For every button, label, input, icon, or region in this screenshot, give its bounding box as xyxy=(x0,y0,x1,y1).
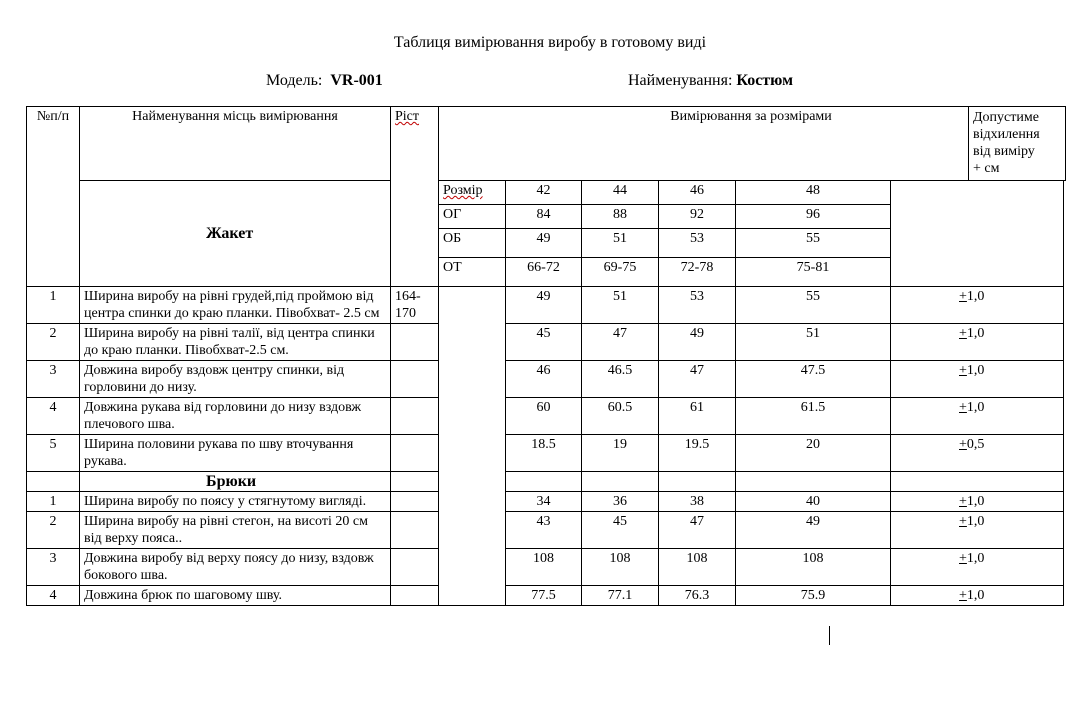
row-value: 61 xyxy=(659,398,736,435)
row-value: 45 xyxy=(506,324,582,361)
row-value: 47 xyxy=(582,324,659,361)
header-height: Ріст xyxy=(391,107,439,287)
size-cell: 44 xyxy=(582,181,659,205)
row-num: 2 xyxy=(27,324,80,361)
table-row xyxy=(27,512,1064,549)
header-measurements: Вимірювання за розмірами xyxy=(439,107,1064,181)
row-value: 108 xyxy=(582,549,659,586)
row-num: 5 xyxy=(27,435,80,472)
row-tolerance: +1,0 xyxy=(891,361,1064,398)
row-name: Ширина виробу на рівні талії, від центра спинки до краю планки. Півобхват-2.5 см. xyxy=(80,324,391,361)
ob-cell: 53 xyxy=(659,229,736,258)
row-value: 43 xyxy=(506,512,582,549)
row-value: 108 xyxy=(659,549,736,586)
section-row xyxy=(27,472,1064,492)
row-height xyxy=(391,435,439,472)
row-value: 108 xyxy=(736,549,891,586)
row-value: 19 xyxy=(582,435,659,472)
row-tolerance: +1,0 xyxy=(891,492,1064,512)
ot-cell: 69-75 xyxy=(582,258,659,287)
og-cell: 88 xyxy=(582,205,659,229)
row-tolerance: +1,0 xyxy=(891,324,1064,361)
row-value: 18.5 xyxy=(506,435,582,472)
text-cursor xyxy=(829,626,830,645)
og-cell: 84 xyxy=(506,205,582,229)
row-value: 19.5 xyxy=(659,435,736,472)
measurement-table xyxy=(26,106,1064,606)
row-name: Довжина виробу вздовж центру спинки, від горловини до низу. xyxy=(80,361,391,398)
row-value: 46 xyxy=(506,361,582,398)
section-jacket: Жакет xyxy=(80,181,391,287)
row-value: 36 xyxy=(582,492,659,512)
row-height: 164-170 xyxy=(391,287,439,324)
row-num: 3 xyxy=(27,361,80,398)
row-name: Ширина виробу на рівні стегон, на висоті 20 см від верху пояса.. xyxy=(80,512,391,549)
tolerance-line: Допустиме xyxy=(973,110,1039,125)
row-value: 47 xyxy=(659,512,736,549)
row-value: 34 xyxy=(506,492,582,512)
row-name: Ширина виробу на рівні грудей,під проймою від центра спинки до краю планки. Півобхват- 2.5 см xyxy=(80,287,391,324)
row-value: 108 xyxy=(506,549,582,586)
blank-column xyxy=(439,287,506,606)
size-cell: 48 xyxy=(736,181,891,205)
row-height xyxy=(391,398,439,435)
row-value: 47 xyxy=(659,361,736,398)
header-place: Найменування місць вимірювання xyxy=(80,107,391,181)
row-tolerance: +1,0 xyxy=(891,586,1064,606)
model-label: Модель: xyxy=(266,72,323,89)
row-name: Довжина брюк по шаговому шву. xyxy=(80,586,391,606)
row-tolerance: +1,0 xyxy=(891,398,1064,435)
row-value: 49 xyxy=(506,287,582,324)
table-row xyxy=(27,361,1064,398)
ot-cell: 75-81 xyxy=(736,258,891,287)
row-num: 1 xyxy=(27,492,80,512)
row-value: 46.5 xyxy=(582,361,659,398)
row-height xyxy=(391,324,439,361)
row-tolerance: +1,0 xyxy=(891,287,1064,324)
ob-row-label: ОБ xyxy=(439,229,506,258)
row-value: 51 xyxy=(582,287,659,324)
og-row-label: ОГ xyxy=(439,205,506,229)
table-row xyxy=(27,287,1064,324)
row-height xyxy=(391,512,439,549)
row-value: 49 xyxy=(736,512,891,549)
row-value: 77.5 xyxy=(506,586,582,606)
ob-cell: 49 xyxy=(506,229,582,258)
row-height xyxy=(391,361,439,398)
tolerance-line: + см xyxy=(973,161,1000,176)
row-tolerance: +1,0 xyxy=(891,512,1064,549)
product-name-line xyxy=(628,72,793,90)
ot-row-label: ОТ xyxy=(439,258,506,287)
row-value: 76.3 xyxy=(659,586,736,606)
row-num: 1 xyxy=(27,287,80,324)
table-row xyxy=(27,324,1064,361)
product-name-value: Костюм xyxy=(736,72,794,89)
header-num: №п/п xyxy=(27,107,80,287)
row-height xyxy=(391,586,439,606)
ob-cell: 51 xyxy=(582,229,659,258)
size-cell: 46 xyxy=(659,181,736,205)
table-row xyxy=(27,549,1064,586)
model-line xyxy=(266,72,383,90)
row-value: 49 xyxy=(659,324,736,361)
row-num: 2 xyxy=(27,512,80,549)
size-cell: 42 xyxy=(506,181,582,205)
tolerance-line: відхилення xyxy=(973,127,1040,142)
row-value: 40 xyxy=(736,492,891,512)
tolerance-blank xyxy=(891,181,1064,287)
row-value: 77.1 xyxy=(582,586,659,606)
table-row xyxy=(27,586,1064,606)
row-value: 60.5 xyxy=(582,398,659,435)
document-title: Таблиця вимірювання виробу в готовому виді xyxy=(393,34,707,51)
row-height xyxy=(391,492,439,512)
section-pants: Брюки xyxy=(80,472,391,492)
size-row-label: Розмір xyxy=(439,181,506,205)
row-value: 61.5 xyxy=(736,398,891,435)
row-num: 3 xyxy=(27,549,80,586)
row-value: 75.9 xyxy=(736,586,891,606)
row-name: Довжина рукава від горловини до низу вздовж плечового шва. xyxy=(80,398,391,435)
row-num: 4 xyxy=(27,586,80,606)
model-value: VR-001 xyxy=(330,72,383,89)
row-value: 55 xyxy=(736,287,891,324)
row-value: 60 xyxy=(506,398,582,435)
ob-cell: 55 xyxy=(736,229,891,258)
og-cell: 92 xyxy=(659,205,736,229)
tolerance-line: від виміру xyxy=(973,144,1035,159)
row-tolerance: +1,0 xyxy=(891,549,1064,586)
row-num: 4 xyxy=(27,398,80,435)
row-value: 38 xyxy=(659,492,736,512)
header-tolerance xyxy=(968,106,1066,181)
row-value: 47.5 xyxy=(736,361,891,398)
table-row xyxy=(27,398,1064,435)
ot-cell: 66-72 xyxy=(506,258,582,287)
product-name-label: Найменування: xyxy=(628,72,733,89)
row-name: Ширина виробу по поясу у стягнутому вигляді. xyxy=(80,492,391,512)
row-height xyxy=(391,549,439,586)
row-tolerance: +0,5 xyxy=(891,435,1064,472)
table-row xyxy=(27,492,1064,512)
row-name: Довжина виробу від верху поясу до низу, вздовж бокового шва. xyxy=(80,549,391,586)
table-row xyxy=(27,435,1064,472)
ot-cell: 72-78 xyxy=(659,258,736,287)
row-value: 20 xyxy=(736,435,891,472)
row-value: 51 xyxy=(736,324,891,361)
row-name: Ширина половини рукава по шву вточування рукава. xyxy=(80,435,391,472)
row-value: 45 xyxy=(582,512,659,549)
og-cell: 96 xyxy=(736,205,891,229)
row-value: 53 xyxy=(659,287,736,324)
